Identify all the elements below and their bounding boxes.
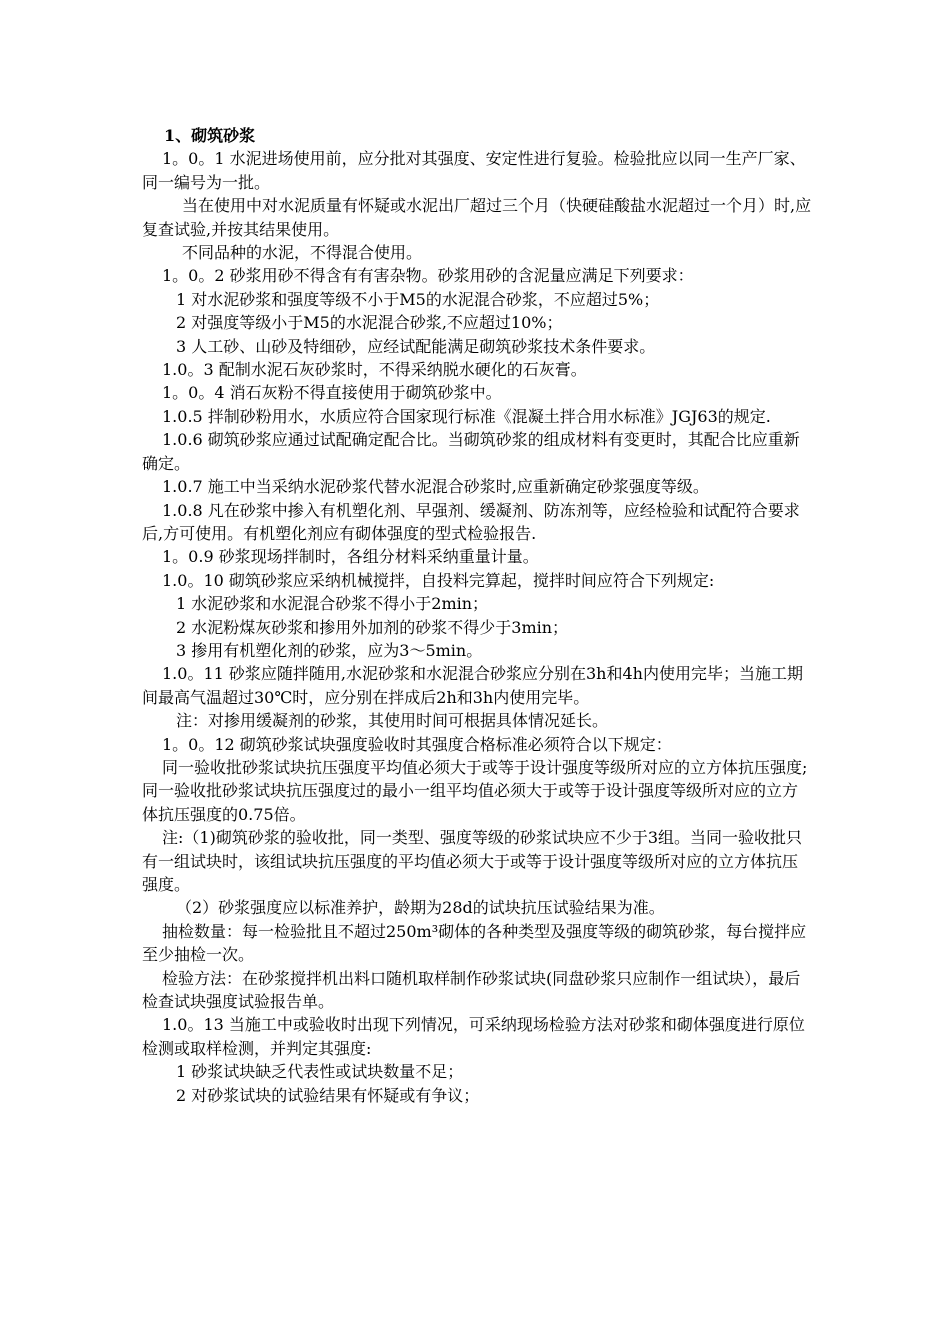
paragraph-list xyxy=(142,147,812,1107)
paragraph: 1。0。2 砂浆用砂不得含有有害杂物。砂浆用砂的含泥量应满足下列要求： xyxy=(162,266,694,286)
section-title: 1、砌筑砂浆 xyxy=(164,126,256,145)
paragraph: 2 对砂浆试块的试验结果有怀疑或有争议； xyxy=(176,1085,480,1105)
paragraph: 2 对强度等级小于M5的水泥混合砂浆,不应超过10%； xyxy=(176,313,563,333)
paragraph: 1。0。1 水泥进场使用前，应分批对其强度、安定性进行复验。检验批应以同一生产厂家、同一编号为一批。 xyxy=(142,149,806,192)
paragraph: 1.0。10 砌筑砂浆应采纳机械搅拌，自投料完算起，搅拌时间应符合下列规定: xyxy=(162,570,715,590)
paragraph: 注：对掺用缓凝剂的砂浆，其使用时间可根据具体情况延长。 xyxy=(176,711,609,731)
paragraph: 检验方法：在砂浆搅拌机出料口随机取样制作砂浆试块(同盘砂浆只应制作一组试块），最后检查试块强度试验报告单。 xyxy=(142,968,801,1012)
paragraph: 1.0.5 拌制砂粉用水，水质应符合国家现行标准《混凝土拌合用水标准》JGJ63的规定. xyxy=(162,406,771,426)
paragraph: 3 人工砂、山砂及特细砂，应经试配能满足砌筑砂浆技术条件要求。 xyxy=(176,336,656,356)
paragraph: 1 对水泥砂浆和强度等级不小于M5的水泥混合砂浆，不应超过5%； xyxy=(176,289,660,309)
paragraph: 1 水泥砂浆和水泥混合砂浆不得小于2min； xyxy=(176,594,489,614)
document-page xyxy=(142,124,812,1107)
paragraph: 1.0。11 砂浆应随拌随用,水泥砂浆和水泥混合砂浆应分别在3h和4h内使用完毕；当施工期间最高气温超过30℃时，应分别在拌成后2h和3h内使用完毕。 xyxy=(142,664,803,707)
paragraph: 当在使用中对水泥质量有怀疑或水泥出厂超过三个月（快硬硅酸盐水泥超过一个月）时,应复查试验,并按其结果使用。 xyxy=(142,196,812,239)
paragraph: 1.0。3 配制水泥石灰砂浆时，不得采纳脱水硬化的石灰膏。 xyxy=(162,360,587,380)
paragraph: 同一验收批砂浆试块抗压强度平均值必须大于或等于设计强度等级所对应的立方体抗压强度;同一验收批砂浆试块抗压强度过的最小一组平均值必须大于或等于设计强度等级所对应的立方体抗压强度的0.75倍。 xyxy=(142,757,808,824)
paragraph: 1.0。13 当施工中或验收时出现下列情况，可采纳现场检验方法对砂浆和砌体强度进行原位检测或取样检测，并判定其强度: xyxy=(142,1015,805,1058)
paragraph: 1。0。4 消石灰粉不得直接使用于砌筑砂浆中。 xyxy=(162,383,502,403)
paragraph: 2 水泥粉煤灰砂浆和掺用外加剂的砂浆不得少于3min； xyxy=(176,617,569,637)
paragraph: 1。0。12 砌筑砂浆试块强度验收时其强度合格标准必须符合以下规定： xyxy=(162,734,672,754)
paragraph: 1.0.7 施工中当采纳水泥砂浆代替水泥混合砂浆时,应重新确定砂浆强度等级。 xyxy=(162,477,709,497)
paragraph: （2）砂浆强度应以标准养护，龄期为28d的试块抗压试验结果为准。 xyxy=(176,898,665,918)
paragraph: 抽检数量：每一检验批且不超过250m³砌体的各种类型及强度等级的砌筑砂浆，每台搅拌应至少抽检一次。 xyxy=(142,921,807,965)
paragraph: 不同品种的水泥，不得混合使用。 xyxy=(182,243,423,263)
paragraph: 3 掺用有机塑化剂的砂浆，应为3～5min。 xyxy=(176,640,483,660)
paragraph: 注:（1)砌筑砂浆的验收批，同一类型、强度等级的砂浆试块应不少于3组。当同一验收批只有一组试块时，该组试块抗压强度的平均值必须大于或等于设计强度等级所对应的立方体抗压强度。 xyxy=(142,828,802,894)
paragraph: 1.0.8 凡在砂浆中掺入有机塑化剂、早强剂、缓凝剂、防冻剂等，应经检验和试配符合要求后,方可使用。有机塑化剂应有砌体强度的型式检验报告. xyxy=(142,500,800,543)
paragraph: 1.0.6 砌筑砂浆应通过试配确定配合比。当砌筑砂浆的组成材料有变更时，其配合比应重新确定。 xyxy=(142,430,800,473)
paragraph: 1 砂浆试块缺乏代表性或试块数量不足； xyxy=(176,1062,464,1082)
paragraph: 1。0.9 砂浆现场拌制时，各组分材料采纳重量计量。 xyxy=(162,547,539,567)
